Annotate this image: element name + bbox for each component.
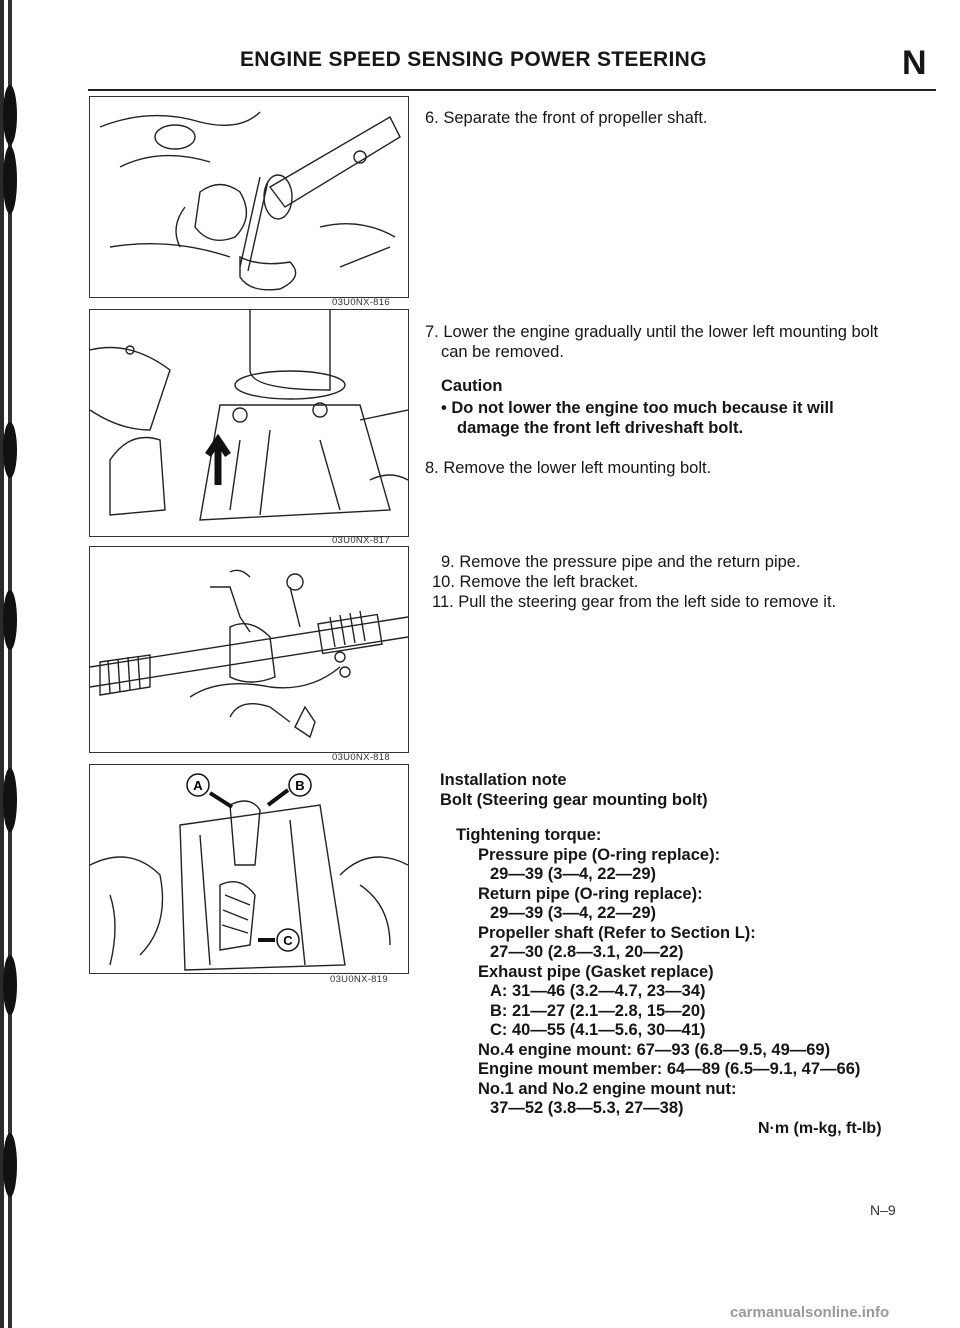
torque-line: 37—52 (3.8—5.3, 27—38) [490,1099,684,1117]
callout-a: A [193,778,203,793]
figure-code: 03U0NX-817 [332,535,390,546]
figure-exhaust-pipe [89,764,409,974]
header-rule [88,89,936,91]
torque-line: 29—39 (3—4, 22—29) [490,865,657,883]
mounting-bolt-illustration [90,310,408,536]
steering-gear-illustration [90,547,408,752]
torque-line: No.1 and No.2 engine mount nut: [478,1079,737,1098]
figure-code: 03U0NX-818 [332,752,390,763]
caution-line-1: • Do not lower the engine too much because it will [441,399,834,417]
figure-steering-gear [89,546,409,753]
page-number: N–9 [870,1202,896,1218]
torque-line: Engine mount member: 64—89 (6.5—9.1, 47—66) [478,1060,861,1078]
watermark: carmanualsonline.info [730,1304,890,1321]
step-10: 10. Remove the left bracket. [432,573,639,591]
propeller-shaft-illustration [90,97,408,297]
step-11: 11. Pull the steering gear from the left side to remove it. [432,593,837,611]
torque-lines [456,846,860,1119]
torque-line: Propeller shaft (Refer to Section L): [478,923,756,942]
torque-line: Return pipe (O-ring replace): [478,884,703,903]
torque-title: Tightening torque: [456,826,602,844]
exhaust-pipe-illustration [90,765,408,973]
section-letter: N [902,44,927,82]
callout-b: B [295,778,305,793]
step-8: 8. Remove the lower left mounting bolt. [425,459,712,477]
binding-edge [0,0,30,1328]
caution-title: Caution [441,377,503,395]
step-6: 6. Separate the front of propeller shaft. [425,109,708,127]
step-7-continued: can be removed. [441,343,564,361]
torque-line: B: 21—27 (2.1—2.8, 15—20) [490,1001,706,1020]
torque-unit: N·m (m-kg, ft-lb) [758,1120,882,1137]
step-7: 7. Lower the engine gradually until the lower left mounting bolt [425,323,879,341]
installation-title: Installation note [440,771,567,789]
torque-line: No.4 engine mount: 67—93 (6.8—9.5, 49—69) [478,1040,831,1059]
torque-spec-list [456,826,860,1119]
step-9: 9. Remove the pressure pipe and the return pipe. [441,553,801,571]
torque-line: 29—39 (3—4, 22—29) [490,904,657,922]
figure-code: 03U0NX-819 [330,974,388,985]
page-header: ENGINE SPEED SENSING POWER STEERING [240,48,707,71]
torque-line: C: 40—55 (4.1—5.6, 30—41) [490,1021,706,1039]
torque-line: Pressure pipe (O-ring replace): [478,845,721,864]
figure-propeller-shaft [89,96,409,298]
caution-line-2: damage the front left driveshaft bolt. [457,419,744,437]
callout-c: C [283,933,293,948]
installation-subtitle: Bolt (Steering gear mounting bolt) [440,791,708,809]
figure-mounting-bolt [89,309,409,537]
torque-line: 27—30 (2.8—3.1, 20—22) [490,943,684,961]
figure-code: 03U0NX-816 [332,297,390,308]
torque-line: Exhaust pipe (Gasket replace) [478,962,714,981]
torque-line: A: 31—46 (3.2—4.7, 23—34) [490,982,706,1000]
